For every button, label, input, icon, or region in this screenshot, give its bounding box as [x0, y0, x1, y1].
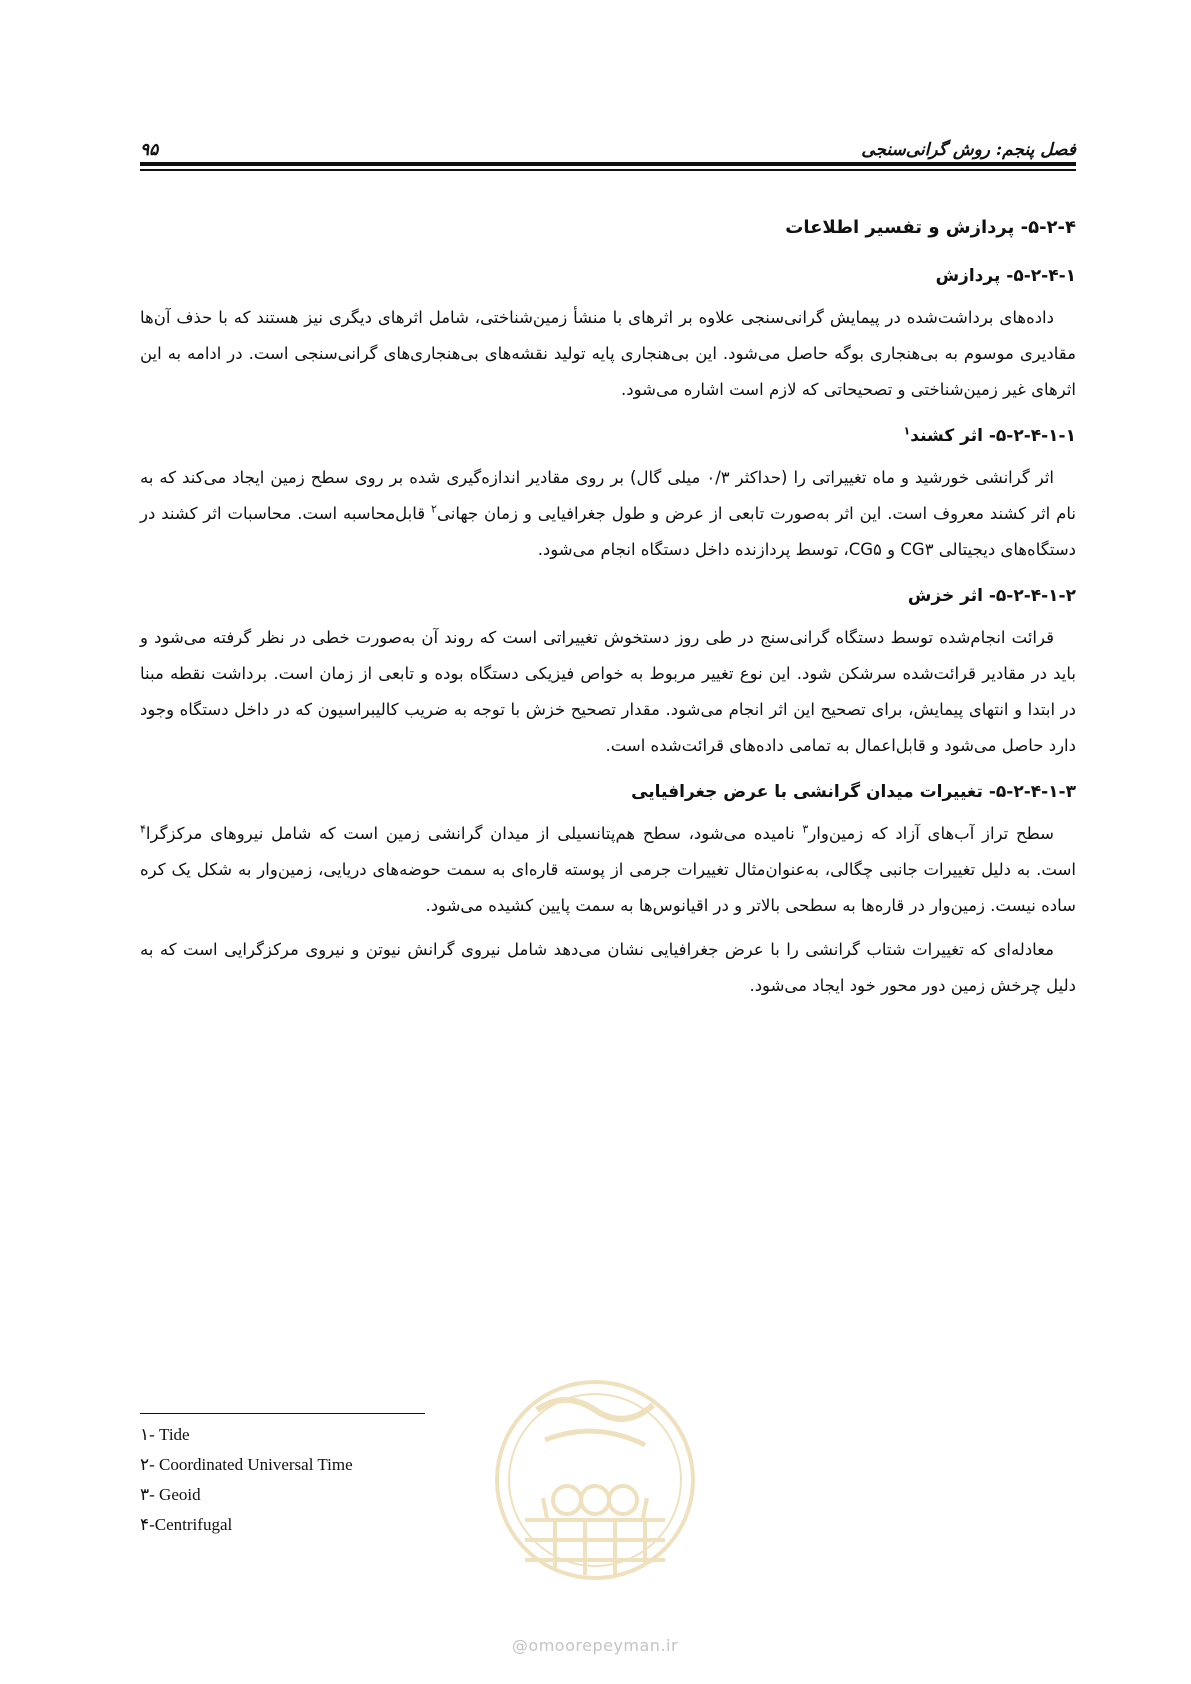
- heading-text: ۵-۲-۴-۱-۱- اثر کشند: [910, 426, 1076, 446]
- paragraph-equation: معادله‌ای که تغییرات شتاب گرانشی را با عرض جغرافیایی نشان می‌دهد شامل نیروی گرانش نیوتن و نیروی مرکزگرایی است که به دلیل چرخش زمین دور محور خود ایجاد می‌شود.: [140, 940, 1076, 995]
- footnote-rule: [140, 1413, 425, 1414]
- footnote-ref: ۴: [140, 822, 146, 836]
- footnote-ref: ۲: [431, 502, 437, 516]
- footnote-item: ۲- Coordinated Universal Time: [140, 1455, 353, 1474]
- paragraph-processing: داده‌های برداشت‌شده در پیمایش گرانی‌سنجی علاوه بر اثرهای با منشأ زمین‌شناختی، شامل اثرهای دیگری نیز هستند که با حذف آن‌ها مقادیری موسوم به بی‌هنجاری بوگه حاصل می‌شود. این بی‌هنجاری پایه تولید نقشه‌های بی‌هنجاری‌های گرانی‌سنجی است. در ادامه به این اثرهای غیر زمین‌شناختی و تصحیحاتی که لازم است اشاره می‌شود.: [140, 308, 1076, 399]
- running-header: [140, 130, 1076, 160]
- paragraph-text: قابل‌محاسبه است. محاسبات اثر کشند در دستگاه‌های دیجیتالی CG۳ و CG۵، توسط پردازنده داخل دستگاه انجام می‌شود.: [140, 504, 1076, 559]
- paragraph-text: اثر گرانشی خورشید و ماه تغییراتی را (حداکثر ۰/۳ میلی گال) بر روی مقادیر اندازه‌گیری شده بر روی سطح زمین ایجاد می‌کند که به نام اثر کشند معروف است. این اثر به‌صورت تابعی از عرض و طول جغرافیایی و زمان جهانی: [140, 468, 1076, 523]
- footnote-ref: ۱: [903, 424, 911, 438]
- paragraph-tide: [140, 460, 1076, 568]
- paragraph-drift: قرائت انجام‌شده توسط دستگاه گرانی‌سنج در طی روز دستخوش تغییراتی است که روند آن به‌صورت خطی در نظر گرفته می‌شود و باید در مقادیر قرائت‌شده سرشکن شود. این نوع تغییر مربوط به خواص فیزیکی دستگاه بوده و تابعی از زمان است. برداشت نقطه مبنا در ابتدا و انتهای پیمایش، برای تصحیح این اثر انجام می‌شود. مقدار تصحیح خزش با توجه به ضریب کالیبراسیون که در داخل دستگاه وجود دارد حاصل می‌شود و قابل‌اعمال به تمامی داده‌های قرائت‌شده است.: [140, 628, 1076, 755]
- footnote-ref: ۳: [802, 822, 809, 836]
- subsection-heading-latitude: ۵-۲-۴-۱-۳- تغییرات میدان گرانشی با عرض جغرافیایی: [631, 782, 1076, 802]
- footnote-item: ۳- Geoid: [140, 1485, 201, 1504]
- watermark-site-text: @omoorepeyman.ir: [511, 1636, 679, 1655]
- paragraph-text: سطح تراز آب‌های آزاد که زمین‌وار: [808, 824, 1054, 843]
- body-text: [140, 205, 1076, 1012]
- watermark-seal-icon: [485, 1370, 705, 1610]
- paragraph-geoid: [140, 816, 1076, 924]
- chapter-title: فصل پنجم: روش گرانی‌سنجی: [861, 140, 1076, 160]
- footnote-item: ۱- Tide: [140, 1425, 190, 1444]
- footnote-item: ۴-Centrifugal: [140, 1515, 233, 1534]
- paragraph-text: است. به دلیل تغییرات جانبی چگالی، به‌عنوان‌مثال تغییرات جرمی از پوسته قاره‌ای به سمت حوضه‌های دریایی، زمین‌وار به شکل یک کره ساده نیست. زمین‌وار در قاره‌ها به سطحی بالاتر و در اقیانوس‌ها به سمت پایین کشیده می‌شود.: [140, 860, 1076, 915]
- section-heading: ۵-۲-۴- پردازش و تفسیر اطلاعات: [785, 217, 1076, 238]
- header-rule-thin: [140, 169, 1076, 171]
- header-rule-thick: [140, 162, 1076, 166]
- paragraph-text: نامیده می‌شود، سطح هم‌پتانسیلی از میدان گرانشی زمین است که شامل نیروهای مرکزگرا: [145, 824, 803, 843]
- subsection-heading-drift: ۵-۲-۴-۱-۲- اثر خزش: [907, 586, 1076, 606]
- page-number: ۹۵: [140, 140, 159, 160]
- subsection-heading-tide: [140, 426, 1076, 446]
- footnotes: [140, 1420, 540, 1540]
- subsection-heading-processing: ۵-۲-۴-۱- پردازش: [935, 266, 1076, 286]
